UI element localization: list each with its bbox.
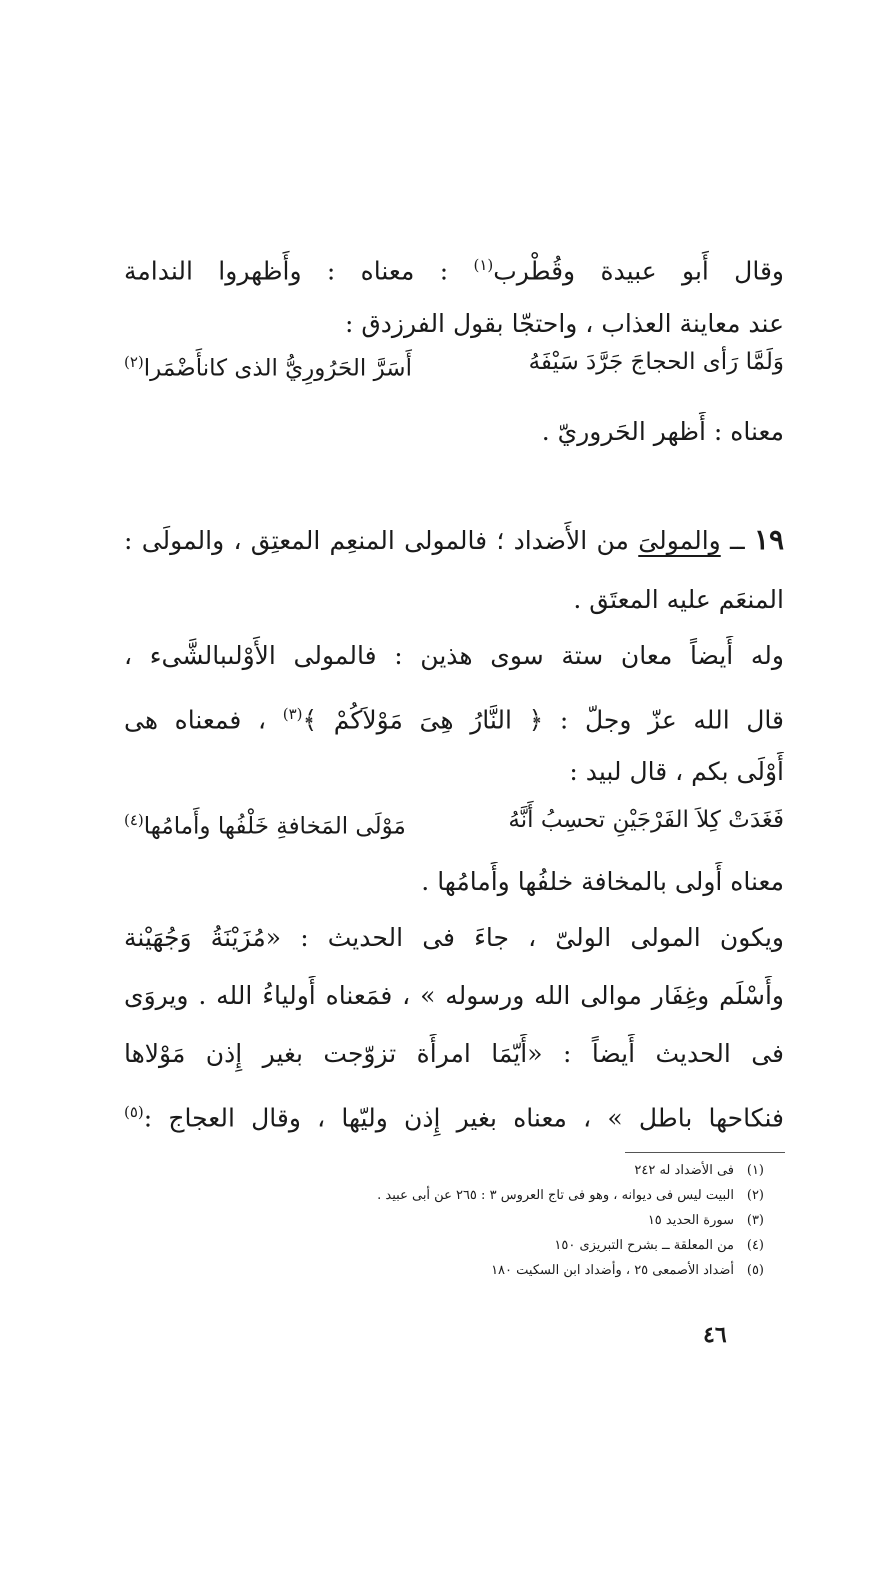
footnote-ref-4: (٤) [124, 811, 144, 829]
dash: ــ [720, 526, 754, 555]
text: فنكاحها باطل » ، معناه بغير إِذن وليّها ، وقال العجاج : [143, 1103, 784, 1133]
body-line-13: وأَسْلَم وغِفَار موالى الله ورسوله » ، فمَعناه أَولياءُ الله . ويروَى [124, 981, 784, 1010]
footnote-ref-2: (٢) [124, 353, 144, 371]
verse-1-second-hemistich [124, 342, 412, 389]
footnote-2 [377, 1185, 764, 1207]
footnote-3 [648, 1210, 764, 1232]
footnote-number: (٤) [746, 1238, 764, 1253]
verse-2-first-hemistich: فَغَدَتْ كِلاَ الفَرْجَيْنِ تحسِبُ أَنَّهُ [508, 807, 784, 833]
body-line-8 [124, 694, 784, 740]
body-line-1 [124, 245, 784, 291]
footnote-number: (١) [746, 1163, 764, 1178]
text: مَوْلَى المَخافةِ خَلْفُها وأَمامُها [143, 813, 406, 840]
footnote-text: البيت ليس فى ديوانه ، وهو فى تاج العروس ٣ : ٢٦٥ عن أبى عبيد . [377, 1188, 734, 1203]
footnote-4 [554, 1235, 764, 1257]
footnote-ref-5: (٥) [124, 1103, 144, 1121]
body-line-7: وله أَيضاً معان ستة سوى هذين : فالمولى الأَوْلىبالشَّىء ، [124, 641, 784, 670]
quran-quote: قال الله عزّ وجلّ : ﴿ النَّارُ هِىَ مَوْلاَكُمْ ﴾ [302, 705, 784, 735]
verse-2 [124, 800, 784, 847]
body-line-2: عند معاينة العذاب ، واحتجّا بقول الفرزدق : [345, 309, 784, 338]
body-line-15 [124, 1092, 784, 1138]
page-number: ٤٦ [703, 1322, 727, 1348]
body-line-12: ويكون المولى الولىّ ، جاءَ فى الحديث : «مُزَيْنَةُ وَجُهَيْنة [124, 923, 784, 952]
text: من الأَضداد ؛ فالمولى المنعِم المعتِق ، والمولَى : [124, 526, 629, 555]
footnote-text: سورة الحديد ١٥ [647, 1213, 734, 1228]
footnote-ref-1: (١) [473, 256, 494, 274]
body-line-11: معناه أَولى بالمخافة خلفُها وأَمامُها . [421, 867, 784, 896]
body-line-9: أَوْلَى بكم ، قال لبيد : [569, 757, 784, 786]
footnote-ref-3: (٣) [282, 705, 303, 723]
footnote-text: فى الأضداد له ٢٤٢ [634, 1163, 734, 1178]
footnote-separator [625, 1152, 785, 1153]
verse-1-first-hemistich: وَلَمَّا رَأى الحجاجَ جَرَّدَ سَيْفَهُ [528, 349, 784, 375]
text: : معناه : وأَظهروا الندامة [124, 256, 449, 286]
section-number: ١٩ [753, 523, 784, 556]
body-line-6: المنعَم عليه المعتَق . [573, 585, 784, 614]
footnote-number: (٣) [746, 1213, 764, 1228]
verse-1 [124, 342, 784, 389]
text: وقال أَبو عبيدة وقُطْرب [493, 256, 784, 286]
section-headword: والمولىَ [638, 526, 721, 555]
verse-2-second-hemistich [124, 800, 406, 847]
footnote-number: (٥) [746, 1263, 764, 1278]
text: ، فمعناه هى [124, 705, 267, 735]
footnote-1 [634, 1160, 764, 1182]
body-line-14: فى الحديث أَيضاً : «أَيّمَا امرأَة تزوّجت بغير إِذن مَوْلاها [124, 1039, 784, 1068]
body-line-4: معناه : أَظهر الحَروريّ . [541, 417, 784, 446]
footnote-5 [491, 1260, 764, 1282]
footnote-text: أضداد الأصمعى ٢٥ ، وأضداد ابن السكيت ١٨٠ [491, 1263, 734, 1278]
section-19-line [124, 520, 784, 561]
footnote-text: من المعلقة ــ بشرح التبريزى ١٥٠ [554, 1238, 734, 1253]
text: أَسَرَّ الحَرُورِيُّ الذى كانأَضْمَرا [143, 355, 412, 382]
footnote-number: (٢) [746, 1188, 764, 1203]
